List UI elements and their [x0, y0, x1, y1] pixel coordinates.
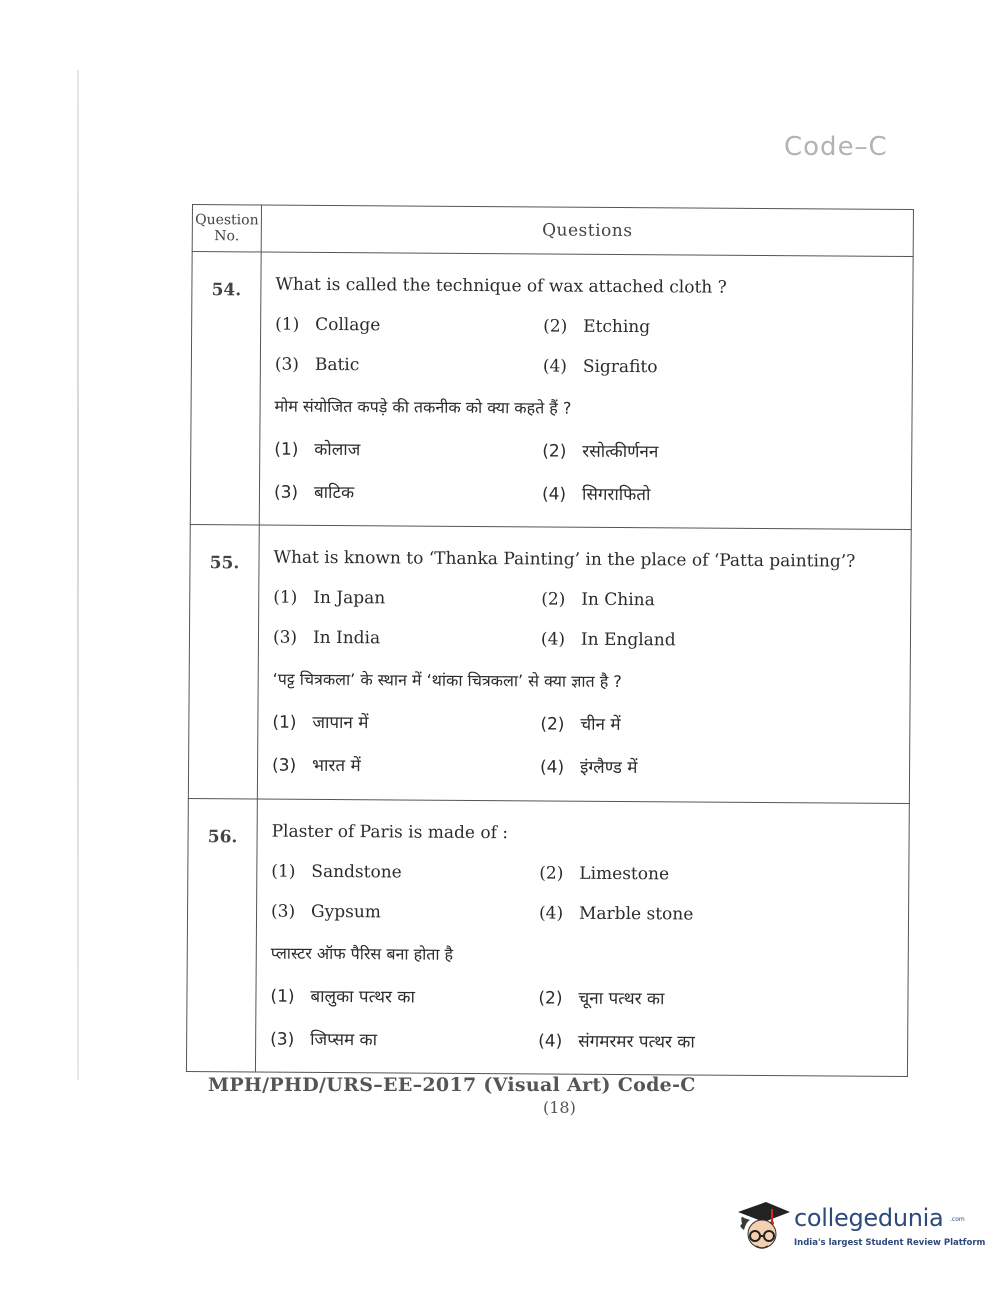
option-number: (4)	[538, 903, 564, 924]
question-body	[255, 799, 909, 1077]
scan-edge-line	[77, 70, 79, 1080]
collegedunia-logo[interactable]	[732, 1196, 986, 1260]
option-1	[272, 710, 540, 735]
options-hindi	[270, 983, 895, 1053]
option-text: Collage	[315, 314, 381, 336]
option-3	[273, 628, 541, 650]
option-number: (3)	[270, 1029, 295, 1050]
question-text-english: What is known to ‘Thanka Painting’ in the place of ‘Patta painting’?	[273, 547, 856, 572]
option-number: (4)	[540, 757, 565, 778]
option-text: चूना पत्थर का	[578, 988, 665, 1009]
option-2	[543, 316, 900, 338]
option-text: Sigrafito	[582, 356, 658, 378]
options-english	[275, 315, 900, 379]
option-text: संगमरमर पत्थर का	[578, 1031, 695, 1053]
option-4	[542, 481, 899, 506]
option-3	[275, 355, 543, 377]
option-text: Batic	[314, 354, 360, 376]
option-4	[541, 630, 898, 652]
question-text-hindi: ‘पट्ट चित्रकला’ के स्थान में ‘थांका चित्रकला’ से क्या ज्ञात है ?	[272, 669, 622, 692]
option-1	[270, 983, 538, 1008]
option-text: In India	[312, 628, 381, 649]
logo-name: collegedunia	[794, 1204, 944, 1232]
option-number: (3)	[270, 901, 296, 922]
option-number: (4)	[540, 629, 566, 650]
options-hindi	[272, 710, 897, 780]
option-text: रसोत्कीर्णनन	[582, 441, 659, 463]
option-text: सिगराफितो	[581, 484, 651, 506]
logo-suffix: .com	[950, 1216, 965, 1223]
question-row-55	[188, 525, 911, 803]
option-2	[540, 712, 897, 737]
option-number: (3)	[272, 755, 297, 777]
option-number: (3)	[273, 482, 299, 503]
option-2	[538, 985, 895, 1010]
option-text: Limestone	[579, 863, 670, 885]
column-header-question-no: Question No.	[192, 205, 261, 252]
table-header-row	[192, 205, 913, 257]
option-2	[542, 438, 899, 463]
options-hindi	[274, 437, 899, 507]
options-english	[273, 588, 898, 652]
option-3	[272, 753, 540, 778]
option-4	[543, 356, 900, 378]
question-row-54	[190, 252, 913, 530]
option-number: (1)	[274, 439, 299, 460]
option-text: चीन में	[580, 715, 621, 736]
option-2	[541, 590, 898, 612]
question-text-english: Plaster of Paris is made of :	[271, 821, 509, 843]
column-header-questions: Questions	[261, 205, 913, 257]
page-number: (18)	[543, 1098, 576, 1117]
option-number: (1)	[273, 587, 298, 609]
options-english	[271, 861, 896, 925]
option-number: (2)	[542, 441, 567, 462]
option-number: (4)	[541, 484, 567, 505]
mascot-icon	[732, 1196, 792, 1256]
option-text: कोलाज	[314, 439, 361, 461]
question-table	[186, 204, 914, 1077]
question-number: 56.	[186, 798, 257, 1072]
question-body	[257, 525, 911, 803]
header-code: Code–C	[784, 132, 888, 162]
option-text: बाटिक	[313, 482, 355, 504]
option-text: Sandstone	[311, 861, 402, 883]
question-text-english: What is called the technique of wax attached cloth ?	[275, 274, 727, 298]
option-number: (4)	[538, 1031, 563, 1052]
option-1	[275, 315, 543, 337]
option-text: जापान में	[312, 713, 369, 734]
option-number: (2)	[541, 589, 566, 610]
option-number: (2)	[543, 316, 568, 337]
option-number: (2)	[540, 714, 565, 735]
option-number: (1)	[270, 986, 295, 1007]
option-text: बालुका पत्थर का	[310, 986, 415, 1008]
option-2	[539, 863, 896, 885]
option-4	[540, 755, 897, 780]
option-number: (3)	[272, 627, 298, 649]
option-number: (3)	[274, 354, 300, 375]
option-text: भारत में	[312, 756, 361, 777]
option-text: Etching	[583, 316, 651, 338]
option-text: In Japan	[313, 588, 386, 609]
option-4	[538, 1028, 895, 1053]
question-text-hindi: प्लास्टर ऑफ पैरिस बना होता है	[270, 943, 454, 964]
option-number: (1)	[272, 712, 297, 734]
logo-tagline: India's largest Student Review Platform	[794, 1238, 986, 1248]
option-text: जिप्सम का	[310, 1029, 378, 1050]
option-text: In China	[581, 590, 655, 611]
option-3	[274, 480, 542, 505]
question-body	[259, 252, 913, 530]
option-number: (1)	[271, 861, 296, 882]
option-3	[270, 1026, 538, 1051]
question-number: 55.	[188, 525, 259, 799]
option-1	[274, 437, 542, 462]
option-number: (2)	[538, 988, 563, 1009]
option-4	[539, 903, 896, 925]
question-text-hindi: मोम संयोजित कपड़े की तकनीक को क्या कहते हैं ?	[274, 396, 572, 418]
question-sheet	[186, 204, 914, 1077]
footer-exam-code: MPH/PHD/URS–EE–2017 (Visual Art) Code-C	[208, 1074, 696, 1096]
option-text: Gypsum	[310, 901, 381, 922]
option-3	[271, 901, 539, 923]
option-text: In England	[580, 630, 676, 651]
option-text: Marble stone	[578, 903, 694, 925]
question-row-56	[186, 798, 909, 1076]
option-number: (2)	[539, 863, 564, 884]
question-number: 54.	[190, 252, 261, 526]
option-number: (1)	[275, 314, 300, 335]
option-number: (4)	[542, 356, 568, 377]
option-1	[271, 861, 539, 883]
option-1	[273, 588, 541, 610]
option-text: इंग्लैण्ड में	[580, 758, 638, 779]
